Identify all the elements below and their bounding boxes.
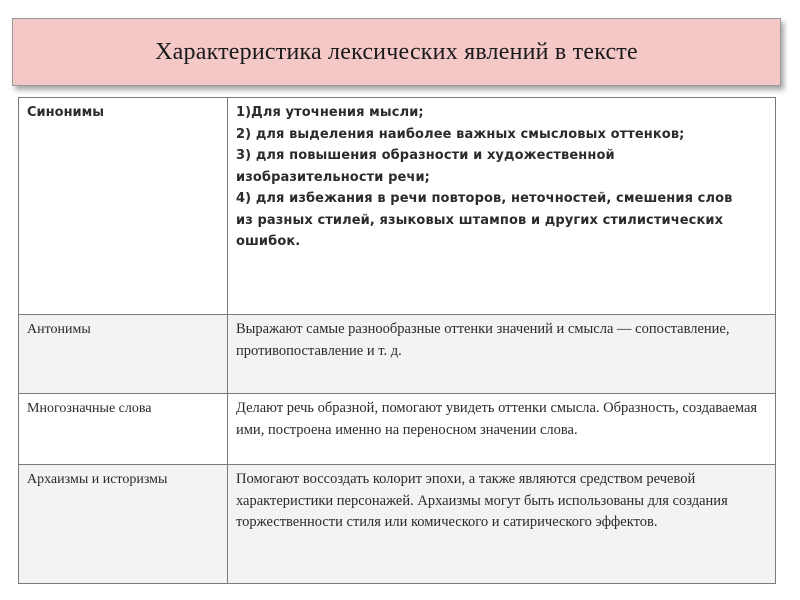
table-row — [19, 315, 776, 394]
description-text: Выражают самые разнообразные оттенки значений и смысла — сопоставление, противопоставление и т. д. — [236, 321, 730, 359]
table-row — [19, 394, 776, 465]
description-cell — [228, 465, 776, 584]
table-row — [19, 465, 776, 584]
table-row — [19, 98, 776, 315]
term-label: Антонимы — [27, 322, 91, 337]
description-line: 1)Для уточнения мысли; — [236, 105, 424, 120]
description-line: 4) для избежания в речи повторов, неточностей, смешения слов — [236, 191, 733, 206]
description-cell — [228, 315, 776, 394]
page-title: Характеристика лексических явлений в тексте — [155, 38, 638, 65]
term-cell — [19, 315, 228, 394]
description-line: 2) для выделения наиболее важных смысловых оттенков; — [236, 126, 685, 142]
lexical-phenomena-table — [18, 97, 776, 584]
term-cell — [19, 394, 228, 465]
description-text: Делают речь образной, помогают увидеть оттенки смысла. Образность, создаваемая ими, построена именно на переносном значении слова. — [236, 400, 758, 438]
term-cell — [19, 465, 228, 584]
description-cell — [228, 394, 776, 465]
title-banner — [12, 18, 781, 86]
description-line: изобразительности речи; — [236, 169, 430, 185]
term-label: Архаизмы и историзмы — [27, 472, 168, 487]
description-line: 3) для повышения образности и художественной — [236, 148, 615, 163]
term-label: Многозначные слова — [27, 401, 152, 416]
description-cell — [228, 98, 776, 315]
description-line: из разных стилей, языковых штампов и других стилистических — [236, 212, 724, 228]
term-cell — [19, 98, 228, 315]
description-text: Помогают воссоздать колорит эпохи, а также являются средством речевой характеристики персонажей. Архаизмы могут быть использованы для создания торжественности стиля или комического и сатирического эффектов. — [236, 471, 728, 530]
description-line: ошибок. — [236, 234, 301, 249]
term-label: Синонимы — [27, 105, 105, 120]
